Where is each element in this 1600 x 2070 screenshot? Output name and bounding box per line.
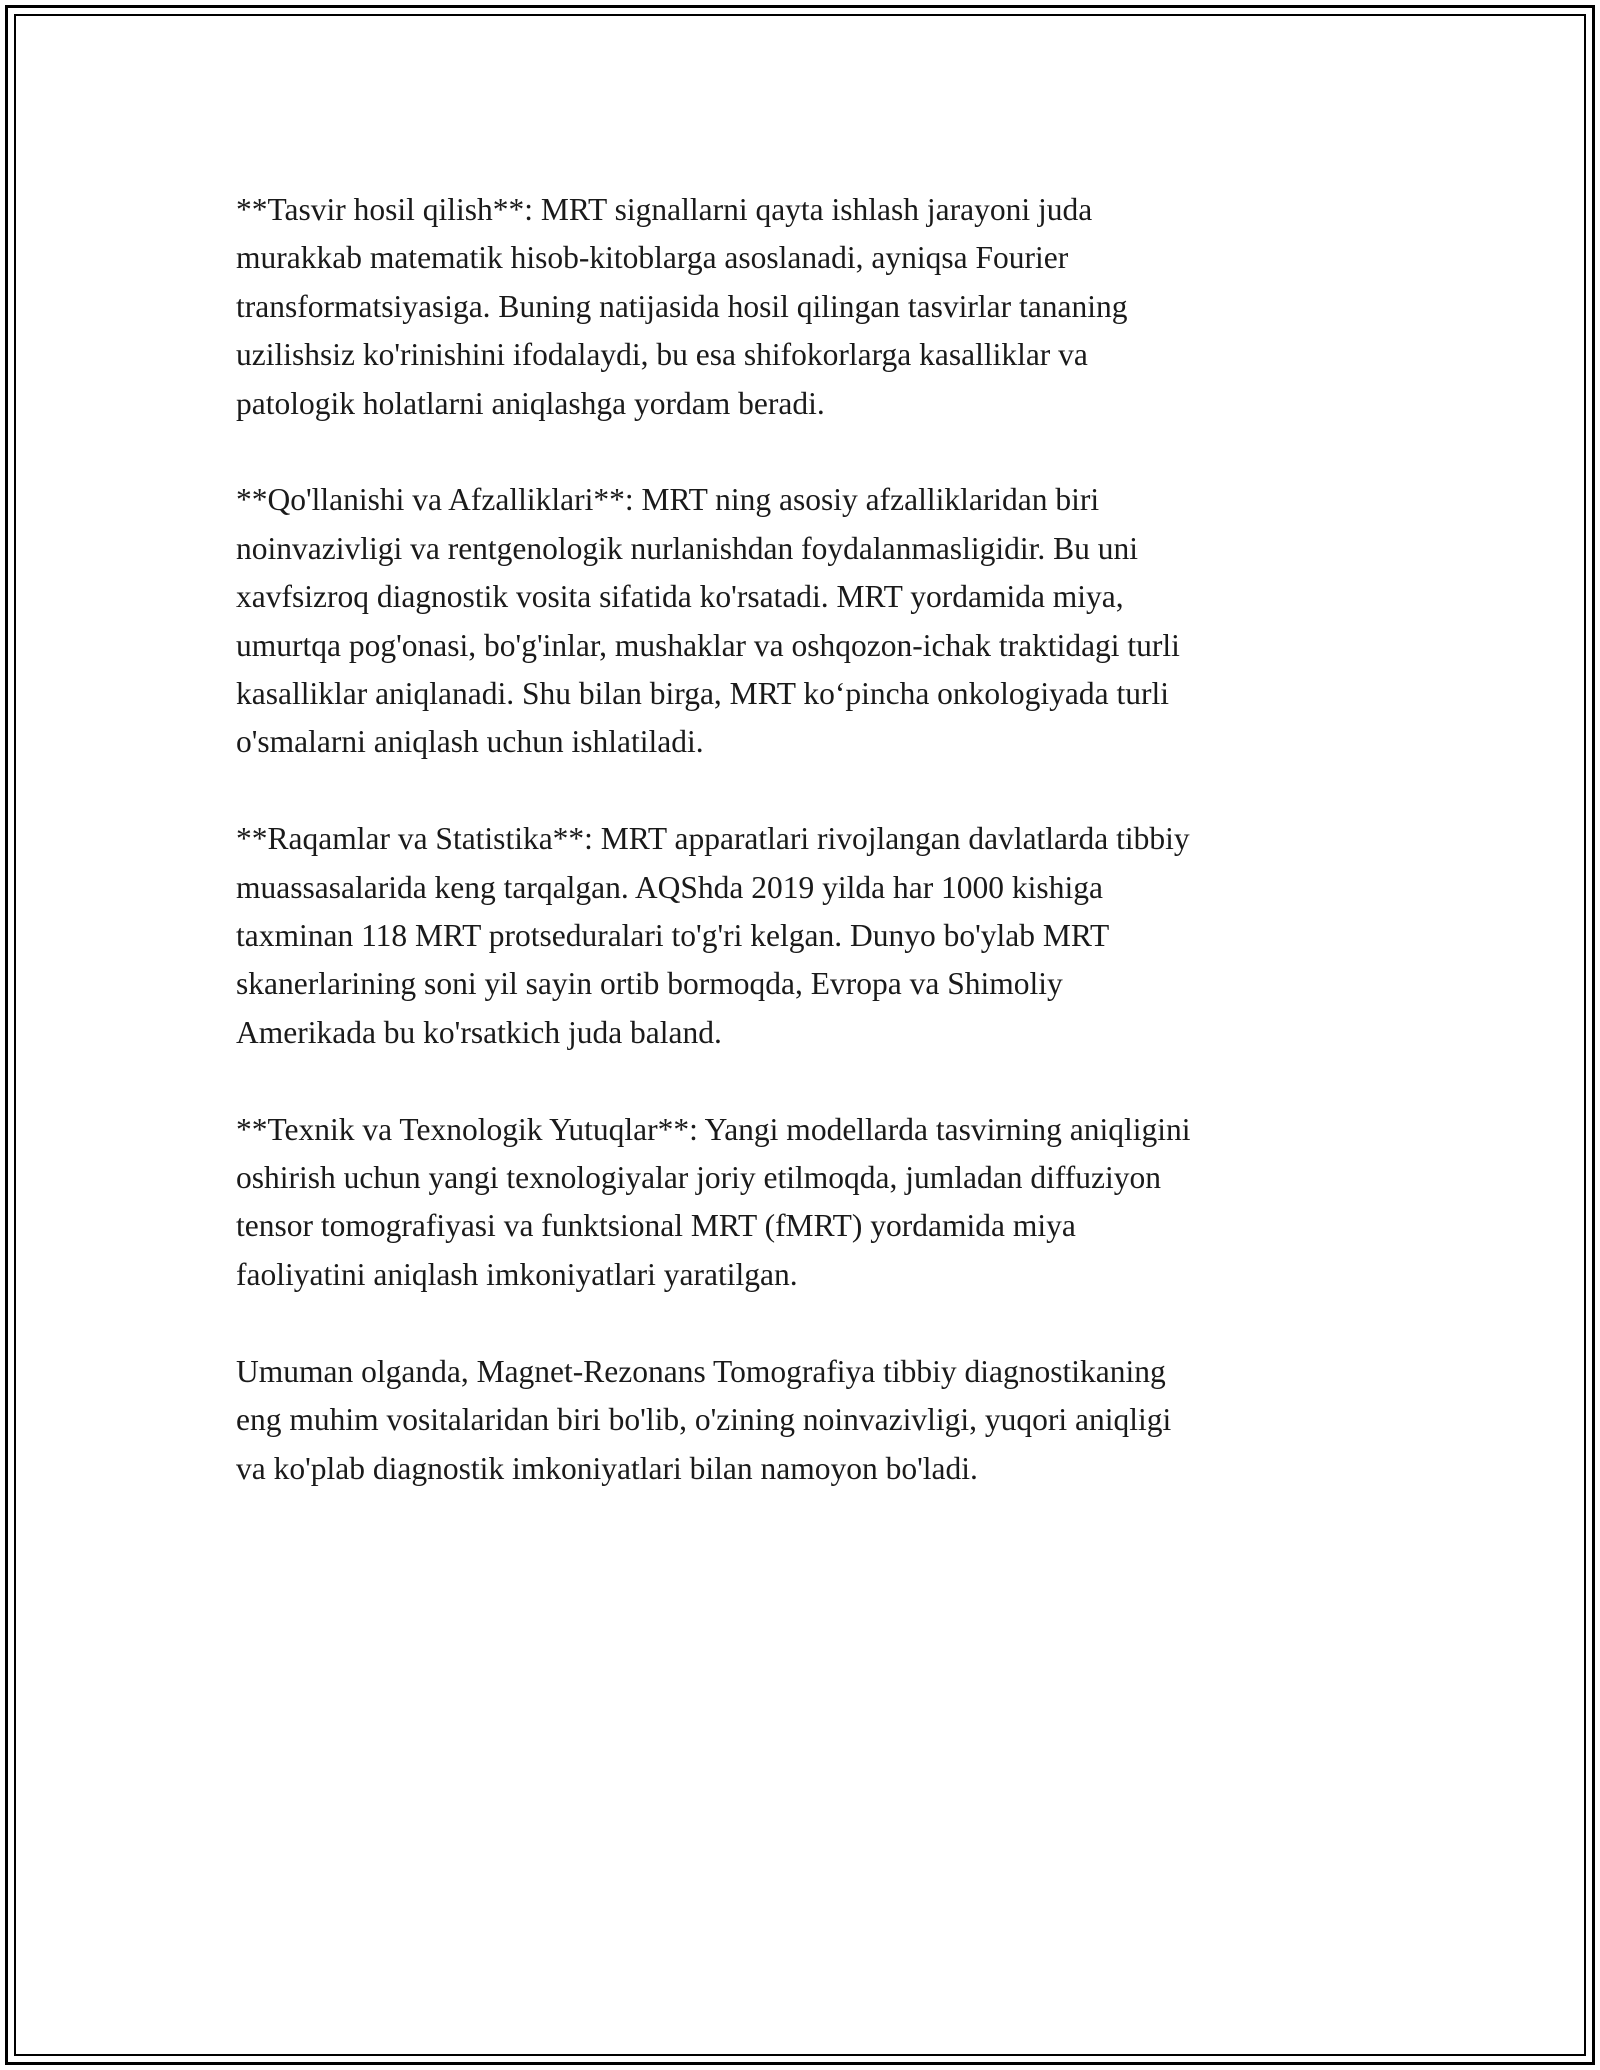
paragraph-texnik-va-texnologik-yutuqlar: **Texnik va Texnologik Yutuqlar**: Yangi modellarda tasvirning aniqligini oshirish uchun yangi texnologiyalar joriy etilmoqda, jumladan diffuziyon tensor tomografiyasi va funktsional MRT (fMRT) yordamida miya faoliyatini aniqlash imkoniyatlari yaratilgan. [236, 1111, 1191, 1292]
document-body [236, 186, 1376, 1541]
paragraph-umuman-olganda: Umuman olganda, Magnet-Rezonans Tomografiya tibbiy diagnostikaning eng muhim vositalaridan biri bo'lib, o'zining noinvazivligi, yuqori aniqligi va ko'plab diagnostik imkoniyatlari bilan namoyon bo'ladi. [236, 1353, 1172, 1486]
paragraph-raqamlar-va-statistika: **Raqamlar va Statistika**: MRT apparatlari rivojlangan davlatlarda tibbiy muassasalarida keng tarqalgan. AQShda 2019 yilda har 1000 kishiga taxminan 118 MRT protseduralari to'g'ri kelgan. Dunyo bo'ylab MRT skanerlarining soni yil sayin ortib bormoqda, Evropa va Shimoliy Amerikada bu ko'rsatkich juda baland. [236, 821, 1190, 1050]
paragraph-qollanishi-va-afzalliklari: **Qo'llanishi va Afzalliklari**: MRT ning asosiy afzalliklaridan biri noinvazivligi va rentgenologik nurlanishdan foydalanmasligidir. Bu uni xavfsizroq diagnostik vosita sifatida ko'rsatadi. MRT yordamida miya, umurtqa pog'onasi, bo'g'inlar, mushaklar va oshqozon-ichak traktidagi turli kasalliklar aniqlanadi. Shu bilan birga, MRT ko‘pincha onkologiyada turli o'smalarni aniqlash uchun ishlatiladi. [236, 482, 1180, 760]
paragraph-tasvir-hosil-qilish: **Tasvir hosil qilish**: MRT signallarni qayta ishlash jarayoni juda murakkab matematik hisob-kitoblarga asoslanadi, ayniqsa Fourier transformatsiyasiga. Buning natijasida hosil qilingan tasvirlar tananing uzilishsiz ko'rinishini ifodalaydi, bu esa shifokorlarga kasalliklar va patologik holatlarni aniqlashga yordam beradi. [236, 192, 1128, 421]
